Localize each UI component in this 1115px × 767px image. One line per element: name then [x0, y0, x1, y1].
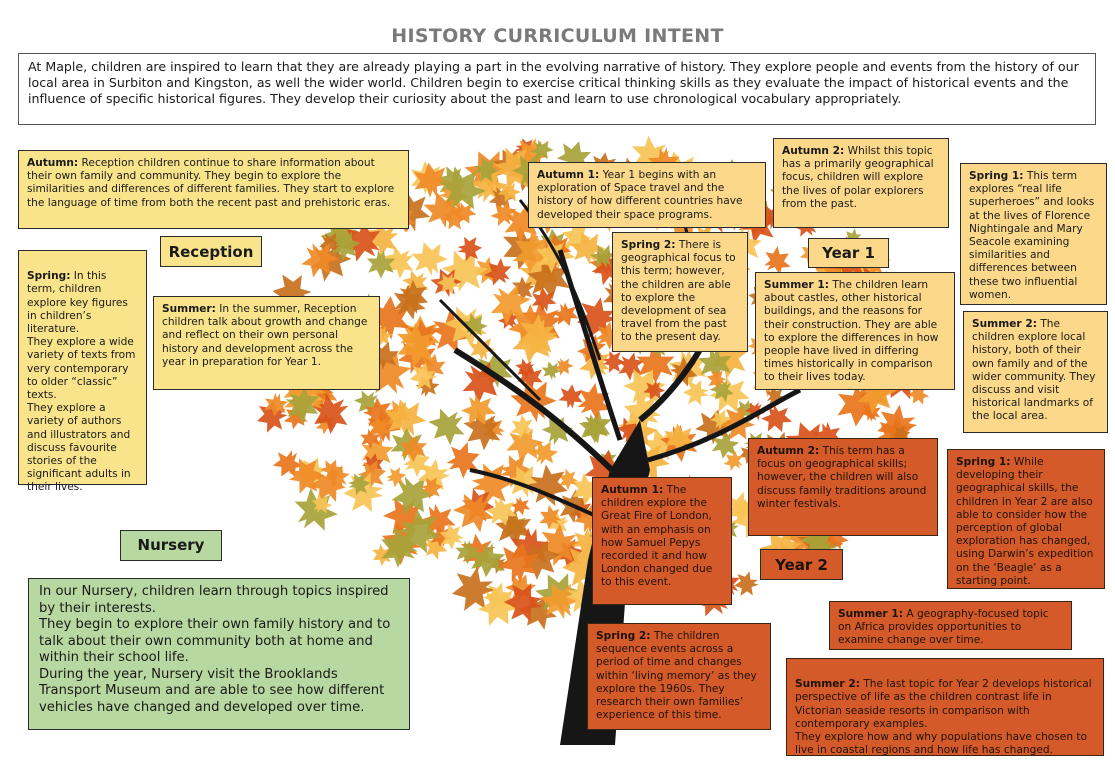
year1-spring1-box — [960, 163, 1107, 305]
term-text: The last topic for Year 2 develops historical perspective of life as the children contrast life in Victorian seaside resorts in comparison with contemporary examples. They explore how and why populations have chosen to live in coastal regions and how life has changed. — [795, 678, 1092, 757]
year1-summer1-box — [755, 272, 955, 390]
maple-leaf-shape — [732, 570, 760, 598]
term-label: Spring 2: — [596, 630, 651, 642]
term-text: In this term, children explore key figures in children’s literature. They explore a wide variety of texts from very contemporary to older “classic” texts. They explore a variety of authors and illustrators and discuss favourite stories of the significant adults in their lives. — [27, 270, 136, 494]
term-text: Year 1 begins with an exploration of Space travel and the history of how different countries have developed their space programs. — [537, 169, 743, 221]
year1-label: Year 1 — [808, 238, 889, 268]
maple-leaf-shape — [758, 400, 796, 438]
term-label: Spring 1: — [969, 170, 1024, 182]
term-text: This term explores “real life superheroes” and looks at the lives of Florence Nightingale and Mary Seacole examining similarities and differences between these two influential women. — [969, 170, 1095, 301]
term-text: The children learn about castles, other historical buildings, and the reasons for their construction. They are able to explore the differences in how people have lived in differing times historically in comparison to their lives today. — [764, 279, 939, 384]
year1-autumn1-box — [528, 162, 766, 228]
term-text: In the summer, Reception children talk about growth and change and reflect on their own personal history and development across the year in preparation for Year 1. — [162, 303, 368, 368]
year2-summer1-box — [829, 601, 1072, 650]
term-label: Spring 1: — [956, 456, 1011, 468]
term-label: Autumn 1: — [537, 169, 600, 181]
year1-summer2-box — [963, 311, 1108, 433]
term-label: Autumn 2: — [782, 145, 845, 157]
nursery-box: In our Nursery, children learn through topics inspired by their interests. They begin to explore their own family history and to talk about their own community both at home and within their school life. During the year, Nursery visit the Brooklands Transport Museum and are able to see how different vehicles have changed and developed over time. — [28, 578, 410, 730]
year2-label: Year 2 — [760, 549, 843, 580]
term-text: While developing their geographical skills, the children in Year 2 are also able to consider how the perception of global exploration has changed, using Darwin’s expedition on the ‘Beagle’ as a starting point. — [956, 456, 1094, 587]
year2-autumn2-box — [748, 438, 938, 536]
term-label: Summer: — [162, 303, 216, 315]
page-title: HISTORY CURRICULUM INTENT — [391, 25, 724, 47]
reception-spring-box — [18, 250, 147, 494]
term-label: Summer 1: — [838, 608, 903, 620]
term-label: Autumn 2: — [757, 445, 820, 457]
term-text: The children explore local history, both of their own family and of the wider community. They discuss and visit historical landmarks of the local area. — [972, 318, 1096, 423]
term-label: Summer 1: — [764, 279, 829, 291]
year1-spring2-box — [612, 232, 748, 352]
term-text: There is geographical focus to this term; however, the children are able to explore the development of sea travel from the past to the present day. — [621, 239, 736, 344]
year1-autumn2-box — [773, 138, 949, 228]
term-text: The children sequence events across a period of time and changes within ‘living memory’ as they explore the 1960s. They research their own families’ experience of this time. — [596, 630, 757, 722]
nursery-label: Nursery — [120, 530, 222, 561]
term-label: Autumn: — [27, 157, 79, 169]
term-label: Summer 2: — [795, 678, 860, 691]
term-label: Summer 2: — [972, 318, 1037, 330]
year2-summer2-box — [786, 658, 1104, 756]
term-label: Spring 2: — [621, 239, 676, 251]
intent-statement: At Maple, children are inspired to learn that they are already playing a part in the evolving narrative of history. They explore people and events from the history of our local area in Surbiton and Kingston, as well the wider world. Children begin to exercise critical thinking skills as they evaluate the impact of historical events and the influence of specific historical figures. They develop their curiosity about the past and learn to use chronological vocabulary appropriately. — [18, 53, 1096, 125]
term-label: Autumn 1: — [601, 484, 664, 496]
year2-spring2-box — [587, 623, 771, 730]
year2-autumn1-box — [592, 477, 732, 605]
year2-spring1-box — [947, 449, 1105, 589]
reception-label: Reception — [160, 236, 262, 267]
term-label: Spring: — [27, 270, 71, 283]
reception-autumn-box — [18, 150, 409, 229]
term-text: The children explore the Great Fire of London, with an emphasis on how Samuel Pepys recorded it and how London changed due to this event. — [601, 484, 713, 589]
maple-leaf-shape — [422, 401, 473, 452]
term-text: Whilst this topic has a primarily geographical focus, children will explore the lives of polar explorers from the past. — [782, 145, 934, 210]
term-text: A geography-focused topic on Africa provides opportunities to examine change over time. — [838, 608, 1049, 647]
reception-summer-box — [153, 296, 380, 390]
term-text: Reception children continue to share information about their own family and community. They begin to explore the similarities and differences of different families. They start to explore the language of time from both the recent past and prehistoric eras. — [27, 157, 395, 209]
term-text: This term has a focus on geographical skills; however, the children will also discuss family traditions around winter festivals. — [757, 445, 927, 510]
